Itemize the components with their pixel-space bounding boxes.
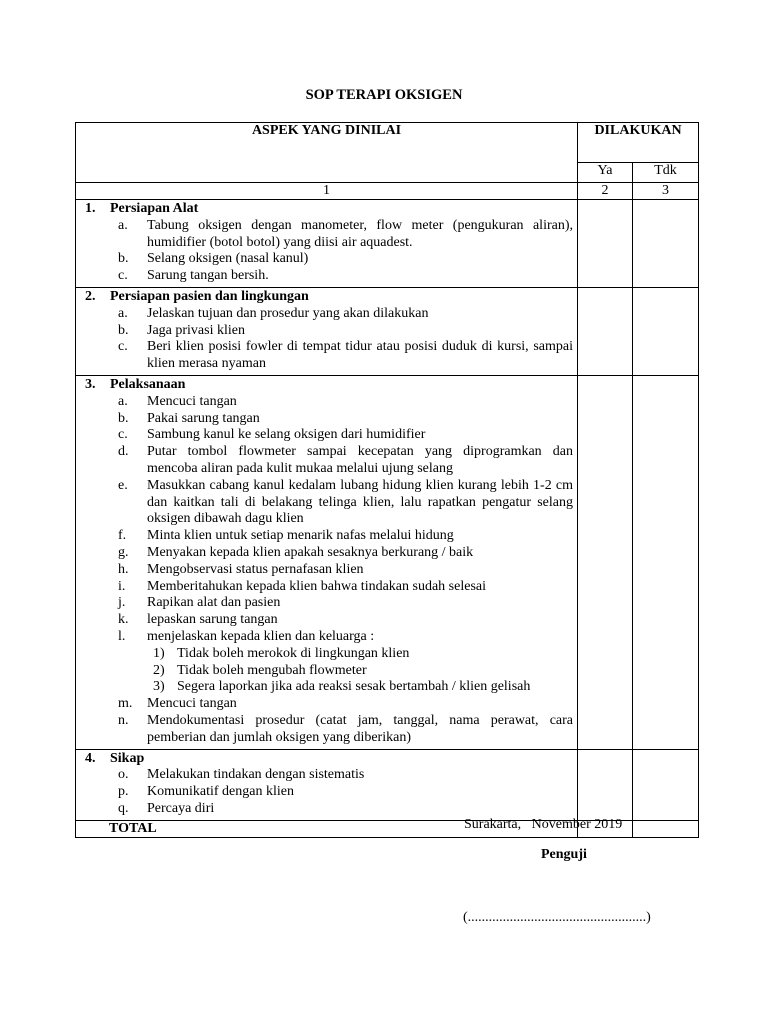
header-ya: Ya [578,162,633,182]
item-text: Menyakan kepada klien apakah sesaknya berkurang / baik [147,544,474,560]
item-text: menjelaskan kepada klien dan keluarga : [147,628,375,644]
item-label: 2) [153,662,165,678]
tdk-checkbox-cell[interactable] [633,375,699,749]
checklist-item [85,579,573,596]
item-text: Beri klien posisi fowler di tempat tidur atau posisi duduk di kursi, sampai klien merasa nyaman [147,339,573,372]
section-cell [76,749,578,820]
section-heading [85,377,573,394]
checklist-item [85,612,573,629]
section-number: 2. [85,288,96,304]
ya-checkbox-cell[interactable] [578,375,633,749]
item-text: Mendokumentasi prosedur (catat jam, tanggal, nama perawat, cara pemberian dan jumlah oksigen yang diberikan) [147,712,573,745]
item-label: g. [118,544,129,560]
item-text: Sarung tangan bersih. [147,268,269,284]
section-title: Persiapan pasien dan lingkungan [110,288,309,304]
checklist-item [85,595,573,612]
sub-item [85,679,573,696]
item-label: b. [118,410,129,426]
tdk-checkbox-cell[interactable] [633,749,699,820]
checklist-item [85,251,573,268]
col-number-2: 2 [578,183,633,200]
checklist-item [85,444,573,478]
item-label: e. [118,477,128,493]
item-label: a. [118,217,128,233]
tdk-checkbox-cell[interactable] [633,287,699,375]
section-row [76,749,699,820]
section-heading [85,201,573,218]
sub-item [85,663,573,680]
total-label: TOTAL [76,820,578,837]
section-number: 4. [85,750,96,766]
section-cell [76,375,578,749]
checklist-item [85,545,573,562]
item-text: lepaskan sarung tangan [147,612,278,628]
item-text: Melakukan tindakan dengan sistematis [147,767,365,783]
tdk-checkbox-cell[interactable] [633,200,699,288]
item-text: Percaya diri [147,800,215,816]
section-cell [76,200,578,288]
item-label: a. [118,305,128,321]
item-label: j. [118,595,126,611]
section-cell [76,287,578,375]
item-label: k. [118,612,129,628]
header-dilakukan: DILAKUKAN [578,123,699,163]
item-text: Mengobservasi status pernafasan klien [147,561,364,577]
header-aspek: ASPEK YANG DINILAI [76,123,578,183]
item-label: a. [118,393,128,409]
item-label: n. [118,712,129,728]
item-label: o. [118,767,129,783]
item-text: Jaga privasi klien [147,322,245,338]
ya-checkbox-cell[interactable] [578,287,633,375]
checklist-item [85,323,573,340]
item-label: 3) [153,679,165,695]
item-text: Tidak boleh merokok di lingkungan klien [177,645,410,661]
item-label: c. [118,339,128,355]
item-label: 1) [153,645,165,661]
checklist-item [85,306,573,323]
item-label: l. [118,628,126,644]
place-date: Surakarta, November 2019 [464,817,623,832]
header-tdk: Tdk [633,162,699,182]
item-label: m. [118,696,133,712]
section-title: Pelaksanaan [110,376,186,392]
checklist-item [85,784,573,801]
item-label: p. [118,784,129,800]
item-text: Memberitahukan kepada klien bahwa tindakan sudah selesai [147,578,486,594]
item-text: Selang oksigen (nasal kanul) [147,251,309,267]
item-text: Komunikatif dengan klien [147,784,294,800]
total-tdk-cell[interactable] [633,820,699,837]
ya-checkbox-cell[interactable] [578,749,633,820]
section-row [76,287,699,375]
section-number: 1. [85,201,96,216]
section-row [76,200,699,288]
col-number-1: 1 [76,183,578,200]
checklist-item [85,801,573,818]
section-title: Sikap [110,750,145,766]
checklist-item [85,339,573,373]
item-text: Mencuci tangan [147,696,237,712]
item-text: Masukkan cabang kanul kedalam lubang hidung klien kurang lebih 1-2 cm dan kaitkan tali di belakang telinga klien, lalu rapatkan pengatur selang oksigen dibawah dagu klien [147,477,573,527]
item-label: b. [118,322,129,338]
section-heading [85,289,573,306]
col-number-3: 3 [633,183,699,200]
checklist-item [85,528,573,545]
document-title: SOP TERAPI OKSIGEN [305,87,463,103]
item-text: Rapikan alat dan pasien [147,595,281,611]
item-label: q. [118,800,129,816]
item-text: Jelaskan tujuan dan prosedur yang akan dilakukan [147,305,429,321]
item-text: Tabung oksigen dengan manometer, flow meter (pengukuran aliran), humidifier (botol botol) yang diisi air aquadest. [147,217,573,250]
item-label: h. [118,561,129,577]
checklist-item [85,478,573,528]
checklist-item [85,629,573,646]
item-text: Sambung kanul ke selang oksigen dari humidifier [147,427,426,443]
item-label: c. [118,427,128,443]
checklist-item [85,767,573,784]
ya-checkbox-cell[interactable] [578,200,633,288]
item-text: Mencuci tangan [147,393,237,409]
section-row [76,375,699,749]
item-label: f. [118,528,127,544]
item-text: Pakai sarung tangan [147,410,260,426]
item-label: d. [118,444,129,460]
checklist-item [85,268,573,285]
checklist-item [85,562,573,579]
checklist-item [85,411,573,428]
penguji-label: Penguji [541,847,587,862]
item-text: Tidak boleh mengubah flowmeter [177,662,367,678]
sub-item [85,646,573,663]
item-text: Putar tombol flowmeter sampai kecepatan yang diprogramkan dan mencoba aliran pada kulit mukaa melalui ujung selang [147,444,573,476]
item-text: Segera laporkan jika ada reaksi sesak bertambah / klien gelisah [177,679,531,695]
section-title: Persiapan Alat [110,201,199,216]
item-text: Minta klien untuk setiap menarik nafas melalui hidung [147,528,454,544]
item-label: i. [118,578,126,594]
sop-table [75,122,699,838]
signature-line: (...................................................) [463,910,651,925]
checklist-item [85,394,573,411]
checklist-item [85,218,573,252]
checklist-item [85,713,573,747]
checklist-item [85,427,573,444]
section-number: 3. [85,376,96,392]
item-label: c. [118,268,128,284]
item-label: b. [118,251,129,267]
section-heading [85,751,573,768]
checklist-item [85,696,573,713]
